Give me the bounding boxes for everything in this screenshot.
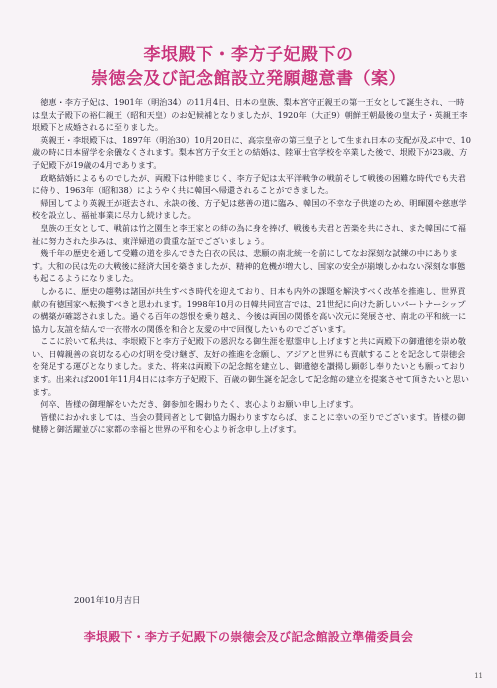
title-line-2: 崇徳会及び記念館設立発願趣意書（案）	[91, 69, 406, 89]
paragraph: 帰国してより英親王が逝去され、永訣の後、方子妃は慈善の道に臨み、韓国の不幸な子供達のため、明暉園や慈恵学校を設立し、福祉事業に尽力し続けました。	[32, 197, 467, 221]
paragraph: 英親王・李垠殿下は、1897年（明治30）10月20日に、高宗皇帝の第三皇子として生まれ日本の支配が及ぶ中で、10歳の時に日本留学を余儀なくされます。梨本宮方子女王との結婚は、陸軍士官学校を卒業した後で、垠殿下が23歳、方子妃殿下が19歳の4月であります。	[32, 134, 471, 170]
paragraph: ここに於いて私共は、李垠殿下と李方子妃殿下の恩沢なる御生涯を慰霊申し上げますと共に両殿下の御遺徳を崇め敬い、日韓親善の哀切なる心の灯明を受け継ぎ、友好の推進を念願し、アジアと世界にも貢献することを記念して崇徳会を発足する運びとなりました。また、将来は両殿下の記念館を建立し、御遺徳を讃揚し顕彰し奉りたいとも願っております。出来れば2001年11月4日には李方子妃殿下、百歳の御生誕を記念して記念館の建立を提案させて頂きたいと思います。	[32, 336, 469, 397]
paragraph: 皆様におかれましては、当会の賛同者として御協力賜わりますならば、まことに幸いの至りでございます。皆様の御健勝と御活躍並びに家都の幸福と世界の平和を心より祈念申し上げます。	[32, 411, 466, 435]
body-text	[32, 96, 472, 436]
paragraph: 徳恵・李方子妃は、1901年（明治34）の11月4日、日本の皇族、梨本宮守正親王の第一王女として誕生され、一時は皇太子殿下の裕仁親王（昭和天皇）のお妃候補となりましたが、1920年（大正9）朝鮮王朝最後の皇太子・英親王李垠殿下と成婚されるに至りました。	[32, 97, 468, 133]
page-number: 11	[474, 672, 483, 680]
paragraph: 皇族の王女として、戦前は竹之園生と李王家との絆の為に身を捧げ、戦後も夫君と苦楽を共にされ、また韓国にて福祉に努力された歩みは、東洋婦道の貴重な証でございましょう。	[32, 222, 466, 246]
paragraph: 幾千年の歴史を通して受難の道を歩んできた白衣の民は、悲願の南北統一を前にしてなお深刻な試練の中にあります。大和の民は先の大戦後に経済大国を築きましたが、精神的危機が増大し、国家の安全が崩壊しかねない深刻な事態も起こるようになりました。	[32, 248, 466, 284]
paragraph: 何卒、皆様の御理解をいただき、御参加を賜わりたく、衷心よりお願い申し上げます。	[40, 399, 359, 410]
footer-committee-name: 李垠殿下・李方子妃殿下の崇徳会及び記念館設立準備委員会	[83, 630, 414, 644]
paragraph: 政略結婚によるものでしたが、両殿下は仲睦まじく、李方子妃は太平洋戦争の戦前そして戦後の困難な時代でも夫君に侍り、1963年（昭和38）にようやく共に韓国へ帰還されることができました。	[32, 172, 466, 196]
paragraph: しかるに、歴史の趨勢は諸国が共生すべき時代を迎えており、日本も内外の課題を解決すべく改革を推進し、世界貢献の有徳国家へ転換すべきと思われます。1998年10月の日韓共同宣言では、21世紀に向けた新しいパートナーシップの構築が確認されました。過ぐる百年の怨恨を乗り越え、今後は両国の関係を高い次元に発展させ、南北の平和統一に協力し友誼を結んで一衣帯水の関係を和合と友愛の中で回復したいものでございます。	[32, 285, 467, 334]
document-date: 2001年10月吉日	[74, 596, 141, 606]
title-line-1: 李垠殿下・李方子妃殿下の	[143, 45, 354, 65]
